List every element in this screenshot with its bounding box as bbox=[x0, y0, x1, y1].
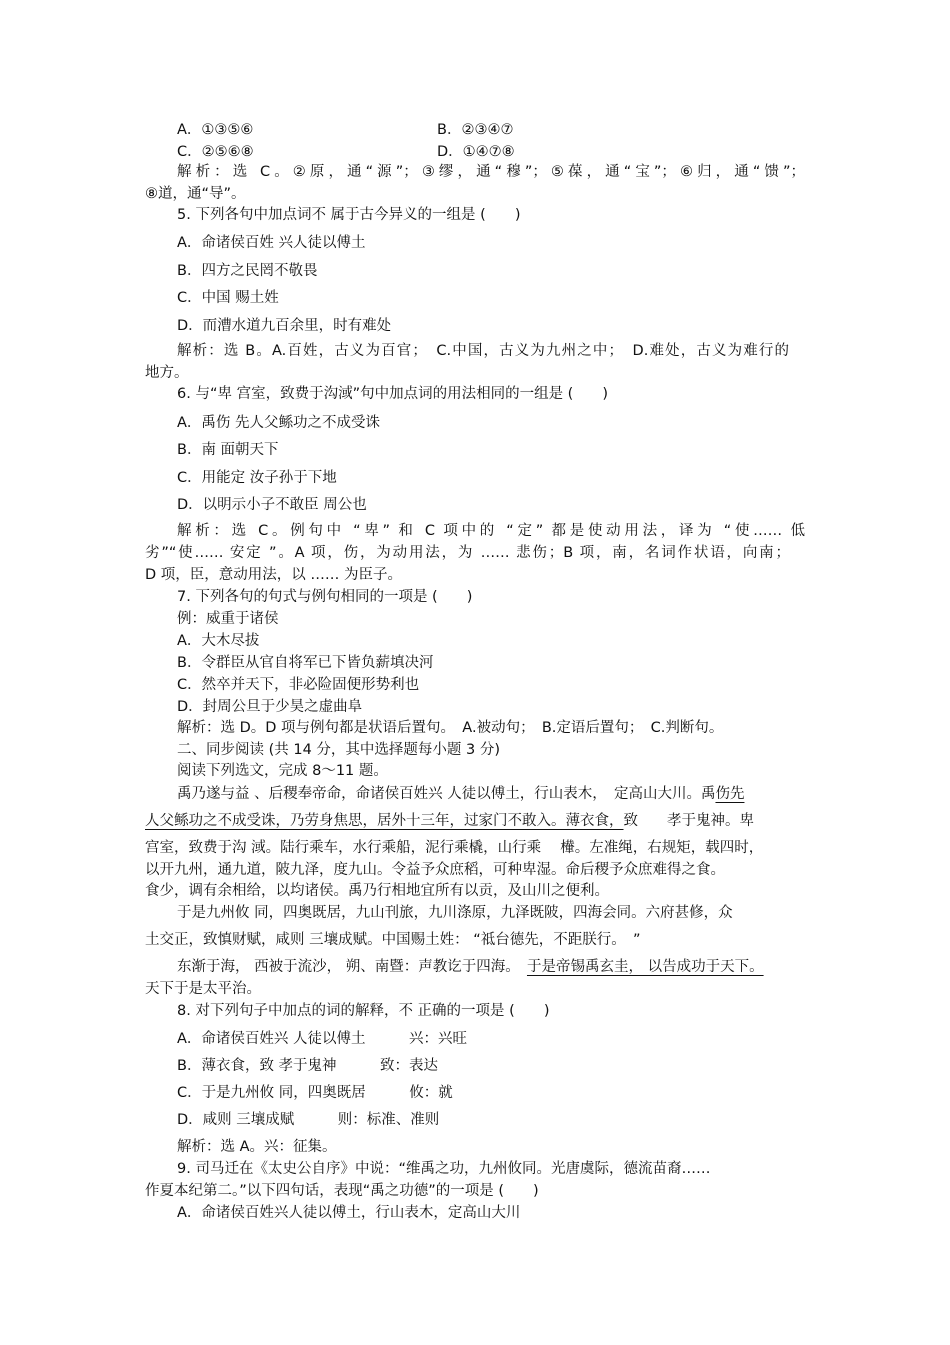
passage-p1-line4: 以开九州，通九道，陂九泽，度九山。令益予众庶稻，可种卑湿。命后稷予众庶难得之食。 bbox=[145, 862, 725, 878]
q4-analysis-line1: 解析：选 C。②原，通“源”；③缪，通“穆”；⑤葆，通“宝”；⑥归，通“馈”； bbox=[177, 164, 805, 180]
q4-option-d: D．①④⑦⑧ bbox=[437, 144, 515, 160]
q5-option-b: B．四方之民罔不敬畏 bbox=[177, 263, 318, 279]
passage-text: 东渐于海， 西被于流沙， 朔、南暨：声教讫于四海。 bbox=[177, 959, 513, 975]
q9-stem-line2: 作夏本纪第二。”以下四句话，表现“禹之功德”的一项是 ( ) bbox=[145, 1183, 539, 1199]
q8-option-c: C．于是九州攸 同，四奥既居 攸：就 bbox=[177, 1085, 453, 1101]
passage-text: 致 孝于鬼神。卑 bbox=[623, 813, 754, 829]
q7-stem: 7. 下列各句的句式与例句相同的一项是 ( ) bbox=[177, 589, 473, 605]
passage-text: 禹乃遂与益 、后稷奉帝命，命诸侯百姓兴 人徒以傅土，行山表木， 定高山大川。禹 bbox=[177, 786, 716, 802]
q8-stem: 8. 对下列句子中加点的词的解释，不 正确的一项是 ( ) bbox=[177, 1003, 550, 1019]
underlined-text: 人父鲧功之不成受诛，乃劳身焦思，居外十三年，过家门不敢入。薄衣食， bbox=[145, 813, 624, 829]
q5-option-a: A．命诸侯百姓 兴人徒以傅土 bbox=[177, 235, 366, 251]
q6-option-c: C．用能定 汝子孙于下地 bbox=[177, 470, 337, 486]
q5-analysis-line2: 地方。 bbox=[145, 365, 189, 381]
q8-option-a: A．命诸侯百姓兴 人徒以傅土 兴：兴旺 bbox=[177, 1031, 468, 1047]
q4-option-b: B．②③④⑦ bbox=[437, 122, 514, 138]
q4-analysis-line2: ⑧道，通“导”。 bbox=[145, 186, 246, 202]
passage-p2-line1: 于是九州攸 同，四奥既居，九山刊旅，九川涤原，九泽既陂，四海会同。六府甚修，众 bbox=[177, 905, 733, 921]
q9-stem-line1: 9. 司马迁在《太史公自序》中说：“维禹之功，九州攸同。光唐虞际，德流苗裔…… bbox=[177, 1161, 711, 1177]
q6-option-a: A．禹伤 先人父鲧功之不成受诛 bbox=[177, 415, 381, 431]
q7-option-a: A．大木尽拔 bbox=[177, 633, 260, 649]
passage-p2-line2: 土交正，致慎财赋，咸则 三壤成赋。中国赐土姓： “祗台德先，不距朕行。 ” bbox=[145, 932, 641, 948]
q6-analysis-line2: 劣”“使…… 安定 ”。A 项，伤，为动用法，为 …… 悲伤；B 项，南，名词作状语，向南； bbox=[145, 545, 790, 561]
q7-analysis: 解析：选 D。D 项与例句都是状语后置句。 A.被动句； B.定语后置句； C.判断句。 bbox=[177, 720, 724, 736]
q8-option-d: D．咸则 三壤成赋 则：标准、准则 bbox=[177, 1112, 440, 1128]
q9-option-a: A．命诸侯百姓兴人徒以傅土，行山表木，定高山大川 bbox=[177, 1205, 521, 1221]
passage-p3-line1 bbox=[177, 957, 764, 977]
q7-example: 例：威重于诸侯 bbox=[177, 611, 279, 627]
q6-analysis-line3: D 项，臣，意动用法，以 …… 为臣子。 bbox=[145, 567, 402, 583]
q5-stem: 5. 下列各句中加点词不 属于古今异义的一组是 ( ) bbox=[177, 207, 521, 223]
q7-option-d: D．封周公旦于少昊之虚曲阜 bbox=[177, 699, 363, 715]
q8-option-b: B．薄衣食，致 孝于鬼神 致：表达 bbox=[177, 1058, 439, 1074]
passage-p1-line1 bbox=[177, 784, 802, 804]
underlined-text: 伤先 bbox=[715, 786, 745, 802]
q5-option-c: C．中国 赐土姓 bbox=[177, 290, 279, 306]
passage-p3-line2: 天下于是太平治。 bbox=[145, 981, 261, 997]
q6-option-b: B．南 面朝天下 bbox=[177, 442, 279, 458]
underlined-text: 于是帝锡禹玄圭， 以告成功于天下。 bbox=[526, 959, 764, 975]
q6-option-d: D．以明示小子不敢臣 周公也 bbox=[177, 497, 367, 513]
passage-p1-line5: 食少，调有余相给，以均诸侯。禹乃行相地宜所有以贡，及山川之便利。 bbox=[145, 883, 609, 899]
passage-p1-line2 bbox=[145, 811, 805, 831]
passage-p1-line3: 宫室，致费于沟 淢。陆行乘车，水行乘船，泥行乘橇，山行乘 檋。左准绳，右规矩，载四时， bbox=[145, 840, 764, 856]
section2-heading: 二、同步阅读 (共 14 分，其中选择题每小题 3 分) bbox=[177, 742, 501, 758]
q7-option-b: B．令群臣从官自将军已下皆负薪填决河 bbox=[177, 655, 434, 671]
section2-instruction: 阅读下列选文，完成 8～11 题。 bbox=[177, 763, 388, 779]
q6-stem: 6. 与“卑 宫室，致费于沟淢”句中加点词的用法相同的一组是 ( ) bbox=[177, 386, 608, 402]
q4-option-c: C．②⑤⑥⑧ bbox=[177, 144, 254, 160]
q8-analysis: 解析：选 A。兴：征集。 bbox=[177, 1139, 337, 1155]
q7-option-c: C．然卒并天下，非必险固便形势利也 bbox=[177, 677, 420, 693]
q5-option-d: D．而漕水道九百余里，时有难处 bbox=[177, 318, 392, 334]
q5-analysis-line1: 解析：选 B。A.百姓，古义为百官； C.中国，古义为九州之中； D.难处，古义为难行的 bbox=[177, 343, 789, 359]
q6-analysis-line1: 解析：选 C。例句中 “卑” 和 C 项中的 “定” 都是使动用法，译为 “使…… 低 bbox=[177, 523, 805, 539]
q4-option-a: A．①③⑤⑥ bbox=[177, 122, 254, 138]
